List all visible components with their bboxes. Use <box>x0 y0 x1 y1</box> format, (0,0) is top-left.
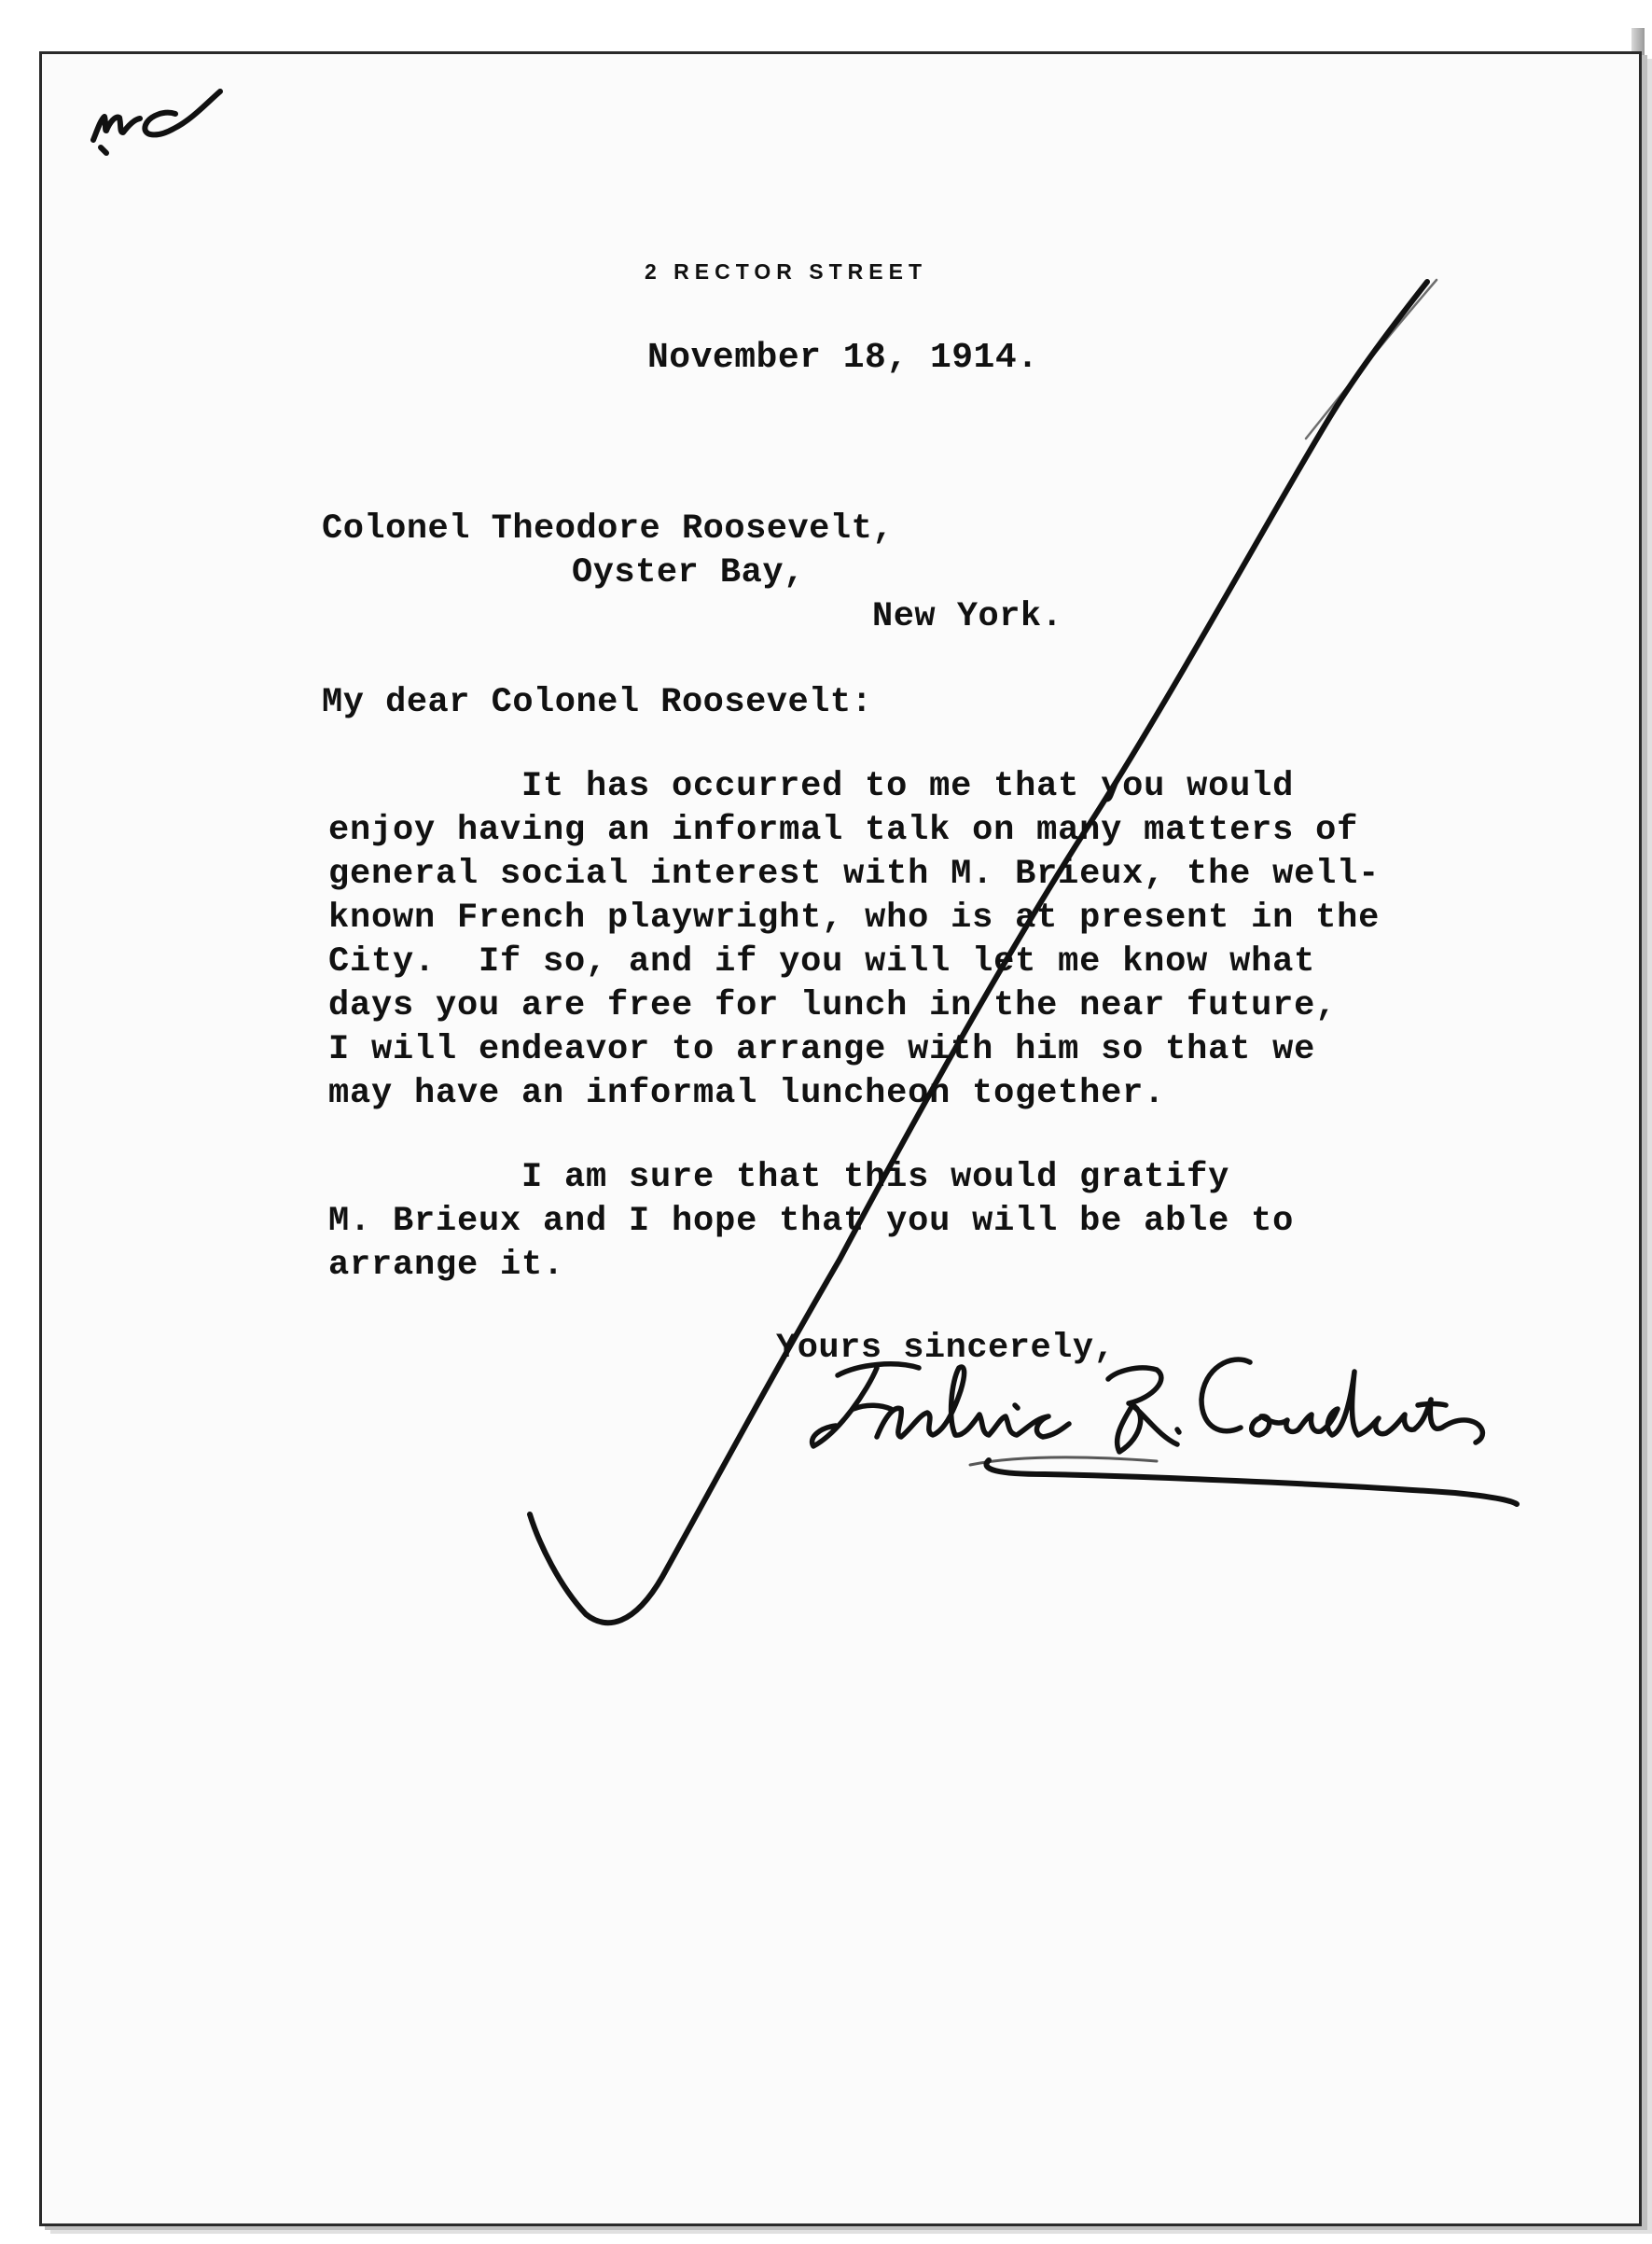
paragraph-1-line: City. If so, and if you will let me know what <box>328 942 1316 982</box>
paragraph-1-line: enjoy having an informal talk on many matters of <box>328 811 1359 850</box>
paragraph-1-line: known French playwright, who is at present in the <box>328 899 1381 938</box>
paragraph-2-line: arrange it. <box>328 1246 565 1285</box>
closing: Yours sincerely, <box>776 1329 1116 1368</box>
paragraph-1-line: general social interest with M. Brieux, the well- <box>328 855 1381 894</box>
paragraph-2-line: M. Brieux and I hope that you will be able to <box>328 1202 1295 1241</box>
letter-date: November 18, 1914. <box>647 338 1039 378</box>
paragraph-1-line: days you are free for lunch in the near future, <box>328 986 1338 1025</box>
paragraph-1-line: may have an informal luncheon together. <box>328 1074 1166 1113</box>
paragraph-2-line: I am sure that this would gratify <box>328 1158 1230 1197</box>
recipient-state: New York. <box>872 597 1063 636</box>
paragraph-1-line: I will endeavor to arrange with him so that we <box>328 1030 1316 1069</box>
recipient-name: Colonel Theodore Roosevelt, <box>322 509 894 549</box>
salutation: My dear Colonel Roosevelt: <box>322 683 873 722</box>
letterhead-address: 2 RECTOR STREET <box>645 259 927 284</box>
paragraph-1-line: It has occurred to me that you would <box>328 767 1295 806</box>
recipient-place: Oyster Bay, <box>572 553 805 592</box>
